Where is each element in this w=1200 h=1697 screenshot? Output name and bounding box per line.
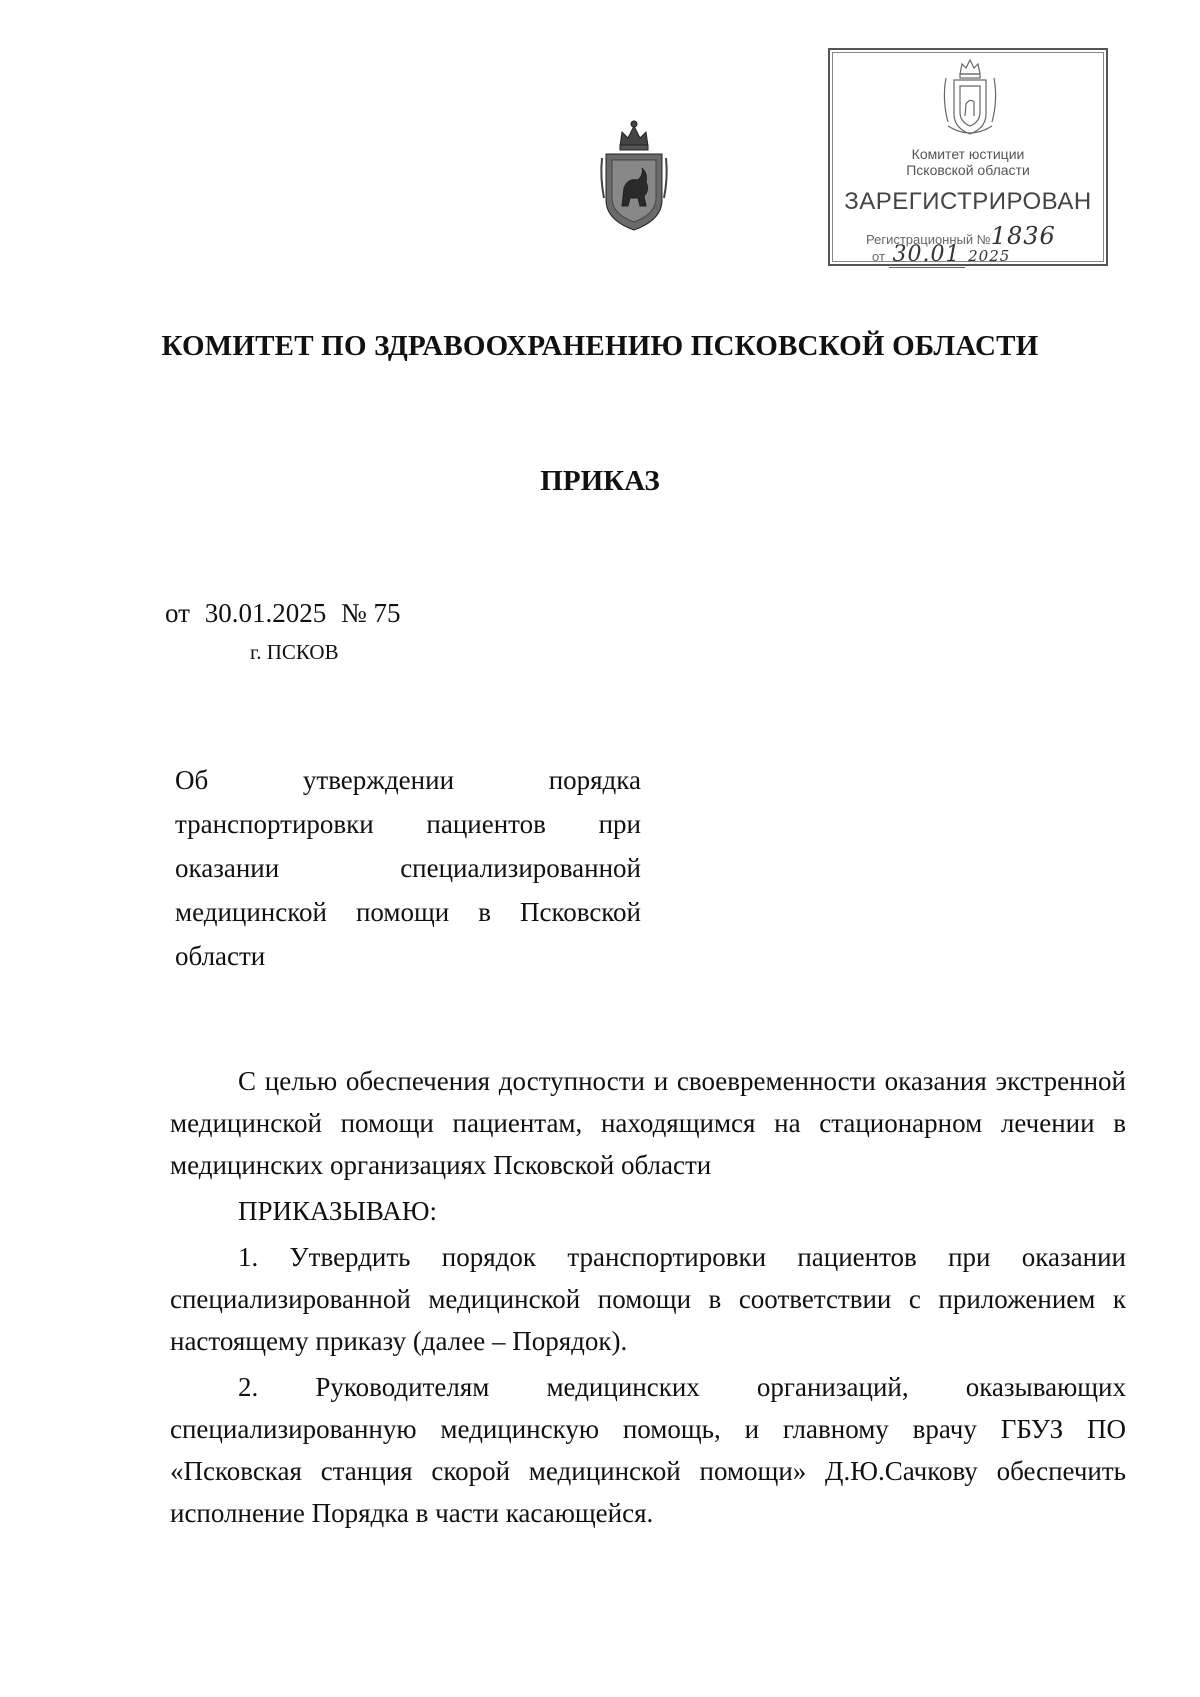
stamp-emblem-icon (938, 56, 1002, 142)
stamp-date-label: от (872, 249, 885, 264)
registration-stamp (828, 48, 1108, 266)
document-body (170, 1060, 1126, 1534)
stamp-reg-label: Регистрационный № (866, 232, 991, 247)
subject-last-line: области (175, 941, 266, 971)
document-subject (175, 758, 641, 978)
document-city: г. ПСКОВ (250, 640, 339, 664)
subject-text: Об утверждении порядка транспортировки пациентов при оказании специализированной медицинской помощи в Псковской (175, 765, 641, 927)
order-item-2: 2. Руководителям медицинских организаций, оказывающих специализированную медицинскую помощь, и главному врачу ГБУЗ ПО «Псковская станция скорой медицинской помощи» Д.Ю.Сачкову обеспечить исполнение Порядка в части касающейся. (170, 1372, 1126, 1528)
document-type: ПРИКАЗ (540, 465, 660, 497)
stamp-reg-number: 1836 (990, 222, 1056, 250)
stamp-date: 30.01 (889, 242, 965, 268)
stamp-date-line (872, 242, 1010, 267)
document-date-number (165, 598, 408, 629)
coat-of-arms-icon (598, 118, 670, 234)
stamp-year: 2025 (968, 247, 1011, 265)
preamble-paragraph: С целью обеспечения доступности и своевременности оказания экстренной медицинской помощи пациентам, находящимся на стационарном лечении в медицинских организациях Псковской области (170, 1066, 1126, 1180)
date-prefix: от (165, 598, 190, 628)
order-word: ПРИКАЗЫВАЮ: (238, 1196, 437, 1226)
document-number: № 75 (340, 598, 401, 628)
stamp-agency-line1: Комитет юстиции (911, 146, 1025, 162)
stamp-agency-line2: Псковской области (906, 162, 1030, 178)
organization-title: КОМИТЕТ ПО ЗДРАВООХРАНЕНИЮ ПСКОВСКОЙ ОБЛАСТИ (161, 330, 1039, 362)
stamp-status: ЗАРЕГИСТРИРОВАН (844, 188, 1092, 215)
order-item-1: 1. Утвердить порядок транспортировки пациентов при оказании специализированной медицинской помощи в соответствии с приложением к настоящему приказу (далее – Порядок). (170, 1242, 1126, 1356)
document-date: 30.01.2025 (204, 598, 327, 628)
